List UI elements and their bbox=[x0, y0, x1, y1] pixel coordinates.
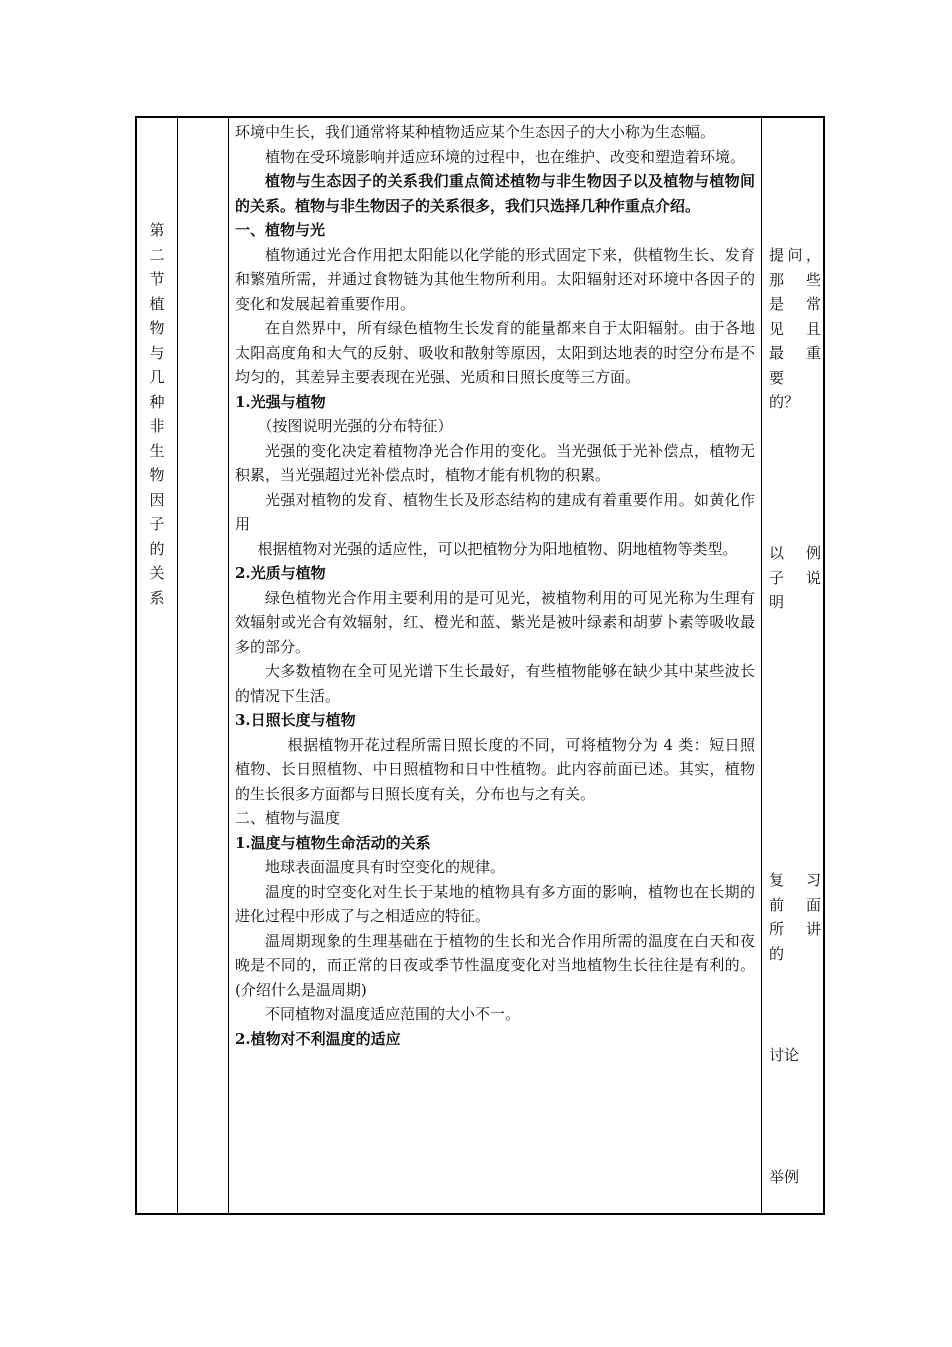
paragraph: 光强的变化决定着植物净光合作用的变化。当光强低于光补偿点，植物无积累，当光强超过光补偿点时，植物才能有机物的积累。 bbox=[235, 441, 755, 484]
section-title-char: 的 bbox=[149, 539, 165, 558]
section-title-char: 植 bbox=[149, 294, 165, 313]
note-line: 所 讲 bbox=[769, 920, 821, 938]
heading: 2.光质与植物 bbox=[235, 564, 326, 582]
note-line: 明 bbox=[769, 593, 785, 611]
teaching-note bbox=[769, 1043, 821, 1068]
note-line: 见 且 bbox=[769, 319, 821, 338]
paragraph: 绿色植物光合作用主要利用的是可见光，被植物利用的可见光称为生理有效辐射或光合有效辐射，红、橙光和蓝、紫光是被叶绿素和胡萝卜素等吸收最多的部分。 bbox=[235, 588, 755, 656]
section-title-char: 子 bbox=[149, 515, 165, 533]
heading: 3.日照长度与植物 bbox=[235, 711, 356, 729]
section-title bbox=[137, 218, 177, 610]
paragraph: 环境中生长，我们通常将某种植物适应某个生态因子的大小称为生态幅。 bbox=[235, 123, 716, 141]
paragraph: 大多数植物在全可见光谱下生长最好，有些植物能够在缺少其中某些波长的情况下生活。 bbox=[235, 662, 755, 705]
section-title-char: 系 bbox=[149, 588, 165, 607]
section-title-char: 生 bbox=[149, 441, 165, 460]
note-line: 的 bbox=[769, 944, 785, 963]
section-title-char: 几 bbox=[149, 368, 165, 386]
column-divider bbox=[177, 118, 178, 1213]
note-line: 举例 bbox=[769, 1168, 800, 1186]
note-line: 是 常 bbox=[769, 295, 821, 313]
note-line: 前 面 bbox=[769, 895, 821, 914]
note-line: 那 些 bbox=[769, 270, 821, 289]
heading: 1.光强与植物 bbox=[235, 392, 326, 411]
section-title-char: 关 bbox=[149, 564, 165, 582]
paragraph-bold: 植物与生态因子的关系我们重点简述植物与非生物因子以及植物与植物间的关系。植物与非生物因子的关系很多，我们只选择几种作重点介绍。 bbox=[235, 172, 755, 215]
section-title-char: 与 bbox=[149, 343, 165, 362]
teaching-note bbox=[769, 243, 821, 415]
paragraph: 植物通过光合作用把太阳能以化学能的形式固定下来，供植物生长、发育和繁殖所需，并通过食物链为其他生物所利用。太阳辐射还对环境中各因子的变化和发展起着重要作用。 bbox=[235, 245, 755, 313]
note-line: 复 习 bbox=[769, 871, 821, 889]
paragraph: 不同植物对温度适应范围的大小不一。 bbox=[265, 1005, 521, 1023]
paragraph: 植物在受环境影响并适应环境的过程中，也在维护、改变和塑造着环境。 bbox=[265, 147, 746, 166]
paragraph: 根据植物开花过程所需日照长度的不同，可将植物分为 4 类：短日照植物、长日照植物、中日照植物和日中性植物。此内容前面已述。其实，植物的生长很多方面都与日照长度有关，分布也与之有关。 bbox=[235, 735, 755, 803]
section-title-char: 非 bbox=[149, 417, 165, 435]
heading: 二、植物与温度 bbox=[235, 809, 341, 827]
section-title-char: 第 bbox=[149, 221, 165, 239]
paragraph: 地球表面温度具有时空变化的规律。 bbox=[265, 858, 506, 876]
paragraph: （按图说明光强的分布特征） bbox=[257, 417, 453, 435]
note-line: 子 说 bbox=[769, 568, 821, 587]
section-title-char: 二 bbox=[149, 245, 165, 264]
heading: 2.植物对不利温度的适应 bbox=[235, 1029, 401, 1048]
lesson-content bbox=[235, 120, 755, 1051]
note-line: 讨论 bbox=[769, 1046, 800, 1064]
heading: 一、植物与光 bbox=[235, 221, 326, 239]
column-divider bbox=[761, 118, 762, 1213]
teaching-note bbox=[769, 541, 821, 615]
note-line: 以 例 bbox=[769, 544, 821, 562]
note-line: 最 重 bbox=[769, 344, 821, 362]
heading: 1.温度与植物生命活动的关系 bbox=[235, 833, 431, 852]
paragraph: 温度的时空变化对生长于某地的植物具有多方面的影响，植物也在长期的进化过程中形成了与之相适应的特征。 bbox=[235, 882, 755, 925]
teaching-note bbox=[769, 868, 821, 966]
paragraph: 在自然界中，所有绿色植物生长发育的能量都来自于太阳辐射。由于各地太阳高度角和大气的反射、吸收和散射等原因，太阳到达地表的时空分布是不均匀的，其差异主要表现在光强、光质和日照长度等三方面。 bbox=[235, 319, 755, 386]
paragraph: 光强对植物的发育、植物生长及形态结构的建成有着重要作用。如黄化作用 bbox=[235, 490, 755, 533]
section-title-char: 物 bbox=[149, 466, 165, 484]
column-divider bbox=[228, 118, 229, 1213]
note-line: 的？ bbox=[769, 393, 800, 411]
note-line: 提问， bbox=[769, 246, 821, 264]
lesson-table bbox=[135, 116, 825, 1215]
section-title-char: 节 bbox=[149, 270, 165, 288]
paragraph: 温周期现象的生理基础在于植物的生长和光合作用所需的温度在白天和夜晚是不同的，而正常的日夜或季节性温度变化对当地植物生长往往是有利的。(介绍什么是温周期) bbox=[235, 931, 755, 999]
section-title-char: 因 bbox=[149, 490, 165, 509]
section-title-char: 种 bbox=[149, 392, 165, 411]
section-title-char: 物 bbox=[149, 319, 165, 337]
paragraph: 根据植物对光强的适应性，可以把植物分为阳地植物、阴地植物等类型。 bbox=[257, 539, 738, 558]
note-line: 要 bbox=[769, 368, 785, 387]
teaching-note bbox=[769, 1165, 821, 1190]
